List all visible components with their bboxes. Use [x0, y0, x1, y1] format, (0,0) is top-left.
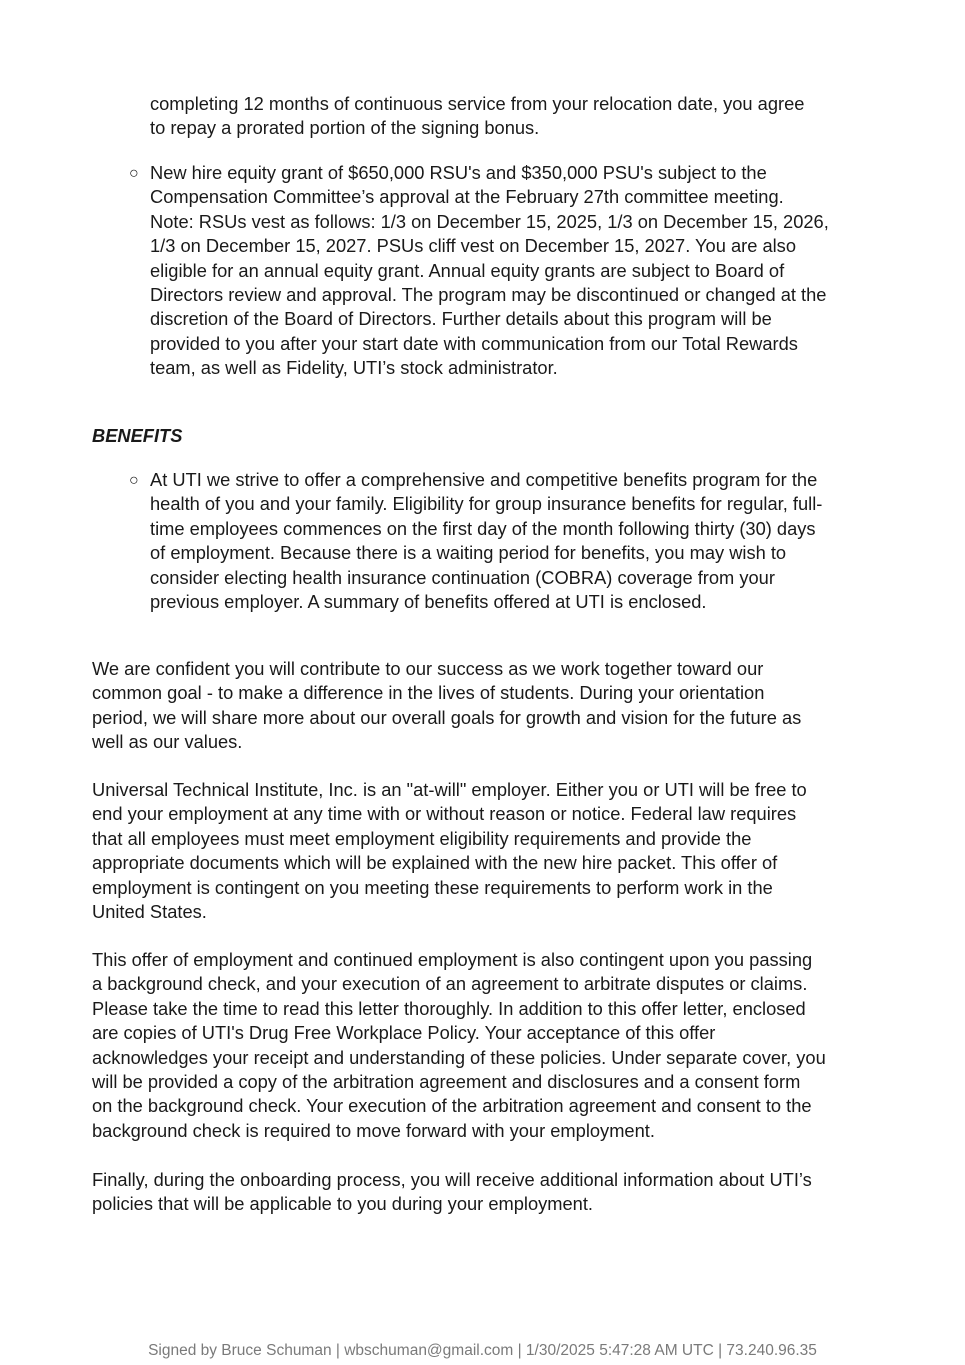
hollow-bullet-icon: ○	[129, 165, 139, 182]
benefits-heading: BENEFITS	[92, 425, 183, 446]
paragraph-contingency: This offer of employment and continued employment is also contingent upon you passing a background check, and your execution of an agreement to arbitrate disputes or claims. Please take the time to read this letter thoroughly. In addition to this offer letter, enclosed are copies of UTI's Drug Free Workplace Policy. Your acceptance of this offer acknowledges your receipt and understanding of these policies. Under separate cover, you will be provided a copy of the arbitration agreement and disclosures and a consent form on the background check. Your execution of the arbitration agreement and consent to the background check is required to move forward with your employment.	[92, 949, 826, 1141]
signing-bonus-continuation: completing 12 months of continuous service from your relocation date, you agree to repay a prorated portion of the signing bonus.	[150, 93, 805, 139]
benefits-item	[129, 468, 880, 614]
benefits-text: At UTI we strive to offer a comprehensive and competitive benefits program for the health of you and your family. Eligibility for group insurance benefits for regular, full- time employees commences on the first day of the month following thirty (30) days of employment. Because there is a waiting period for benefits, you may wish to consider electing health insurance continuation (COBRA) coverage from your previous employer. A summary of benefits offered at UTI is enclosed.	[150, 469, 823, 613]
paragraph-confidence: We are confident you will contribute to our success as we work together toward our common goal - to make a difference in the lives of students. During your orientation period, we will share more about our overall goals for growth and vision for the future as well as our values.	[92, 658, 802, 753]
paragraph-at-will: Universal Technical Institute, Inc. is an "at-will" employer. Either you or UTI will be free to end your employment at any time with or without reason or notice. Federal law requires that all employees must meet employment eligibility requirements and provide the appropriate documents which will be explained with the new hire packet. This offer of employment is contingent on you meeting these requirements to perform work in the United States.	[92, 779, 807, 923]
paragraph-onboarding: Finally, during the onboarding process, you will receive additional information about UTI’s policies that will be applicable to you during your employment.	[92, 1169, 812, 1215]
hollow-bullet-icon: ○	[129, 472, 139, 489]
signature-footer: Signed by Bruce Schuman | wbschuman@gmail.com | 1/30/2025 5:47:28 AM UTC | 73.240.96.35	[148, 1342, 817, 1359]
equity-grant-text: New hire equity grant of $650,000 RSU's and $350,000 PSU's subject to the Compensation Committee’s approval at the February 27th committee meeting. Note: RSUs vest as follows: 1/3 on December 15, 2025, 1/3 on December 15, 2026, 1/3 on December 15, 2027. PSUs cliff vest on December 15, 2027. You are also eligible for an annual equity grant. Annual equity grants are subject to Board of Directors review and approval. The program may be discontinued or changed at the discretion of the Board of Directors. Further details about this program will be provided to you after your start date with communication from our Total Rewards team, as well as Fidelity, UTI’s stock administrator.	[150, 162, 829, 379]
equity-grant-item	[129, 161, 880, 381]
